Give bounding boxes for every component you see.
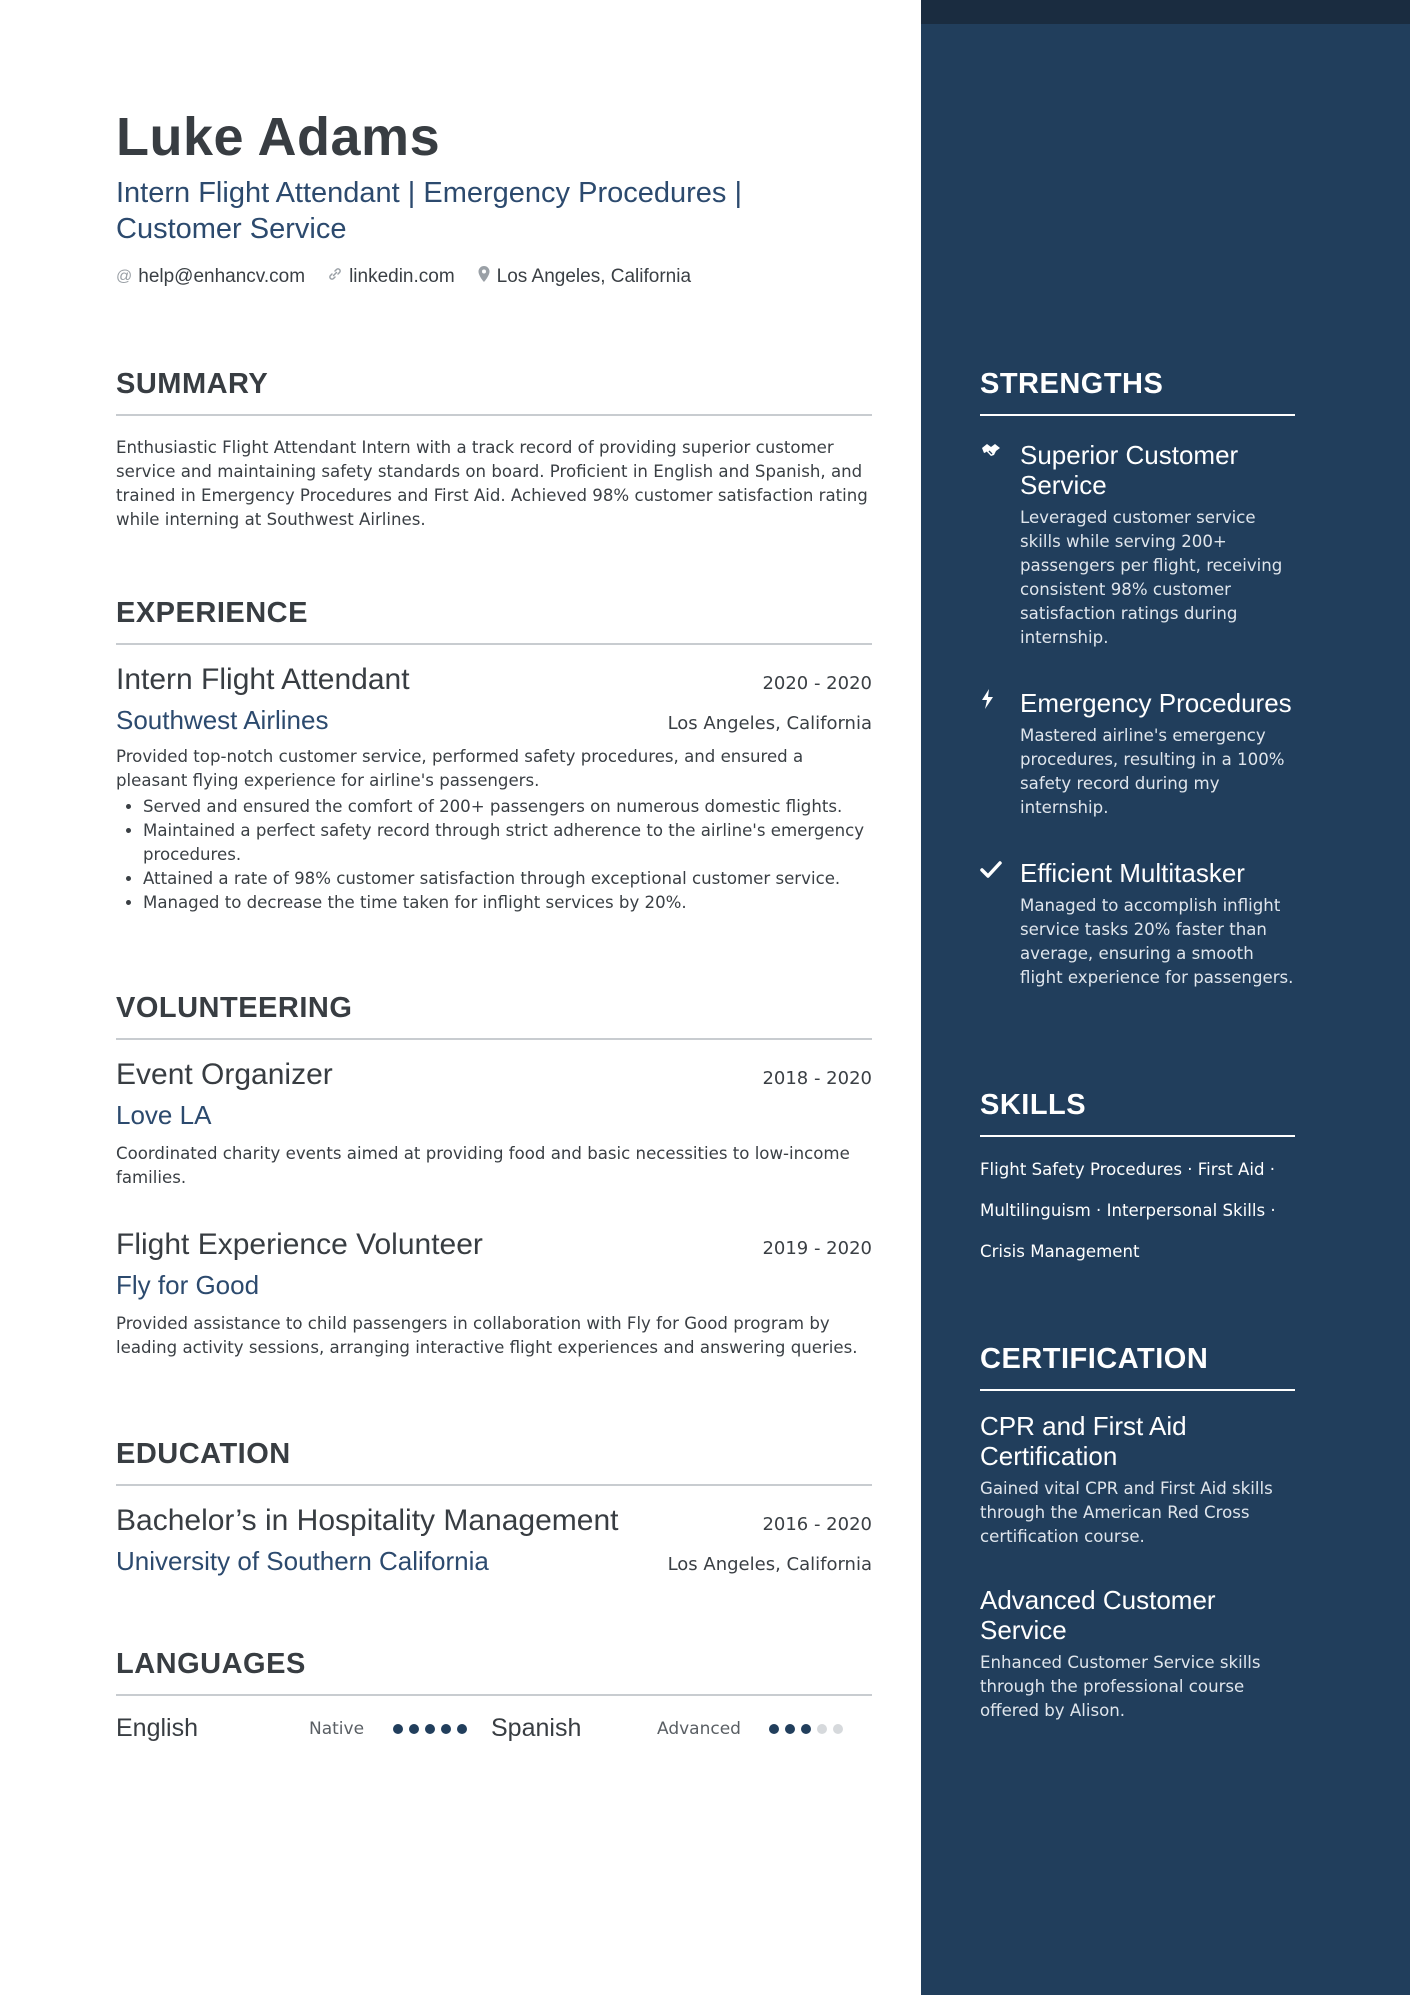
language-level: Advanced xyxy=(657,1718,741,1739)
language-name: English xyxy=(116,1714,198,1742)
skills-section xyxy=(980,1087,1295,1272)
linkedin-text: linkedin.com xyxy=(349,265,455,287)
strengths-section xyxy=(980,366,1295,990)
job-title: Intern Flight Attendant xyxy=(116,663,410,696)
skills-list xyxy=(980,1149,1295,1272)
section-divider xyxy=(980,1135,1295,1137)
certification-item xyxy=(980,1585,1295,1723)
email-text: help@enhancv.com xyxy=(138,265,306,287)
checkmark-icon xyxy=(980,858,1006,990)
role-title: Event Organizer xyxy=(116,1058,333,1091)
section-divider xyxy=(980,1389,1295,1391)
rating-dot-empty xyxy=(817,1724,827,1734)
education-heading: EDUCATION xyxy=(116,1438,291,1470)
degree-dates: 2016 - 2020 xyxy=(762,1514,872,1535)
volunteering-entry xyxy=(116,1226,872,1360)
language-item xyxy=(116,1714,467,1743)
skills-heading: SKILLS xyxy=(980,1089,1087,1121)
location-pin-icon xyxy=(477,265,491,288)
education-section xyxy=(116,1436,872,1578)
at-icon: @ xyxy=(116,267,133,285)
section-divider xyxy=(980,414,1295,416)
bullet-item: • Maintained a perfect safety record through strict adherence to the airline's emergency procedures. xyxy=(143,819,872,867)
language-level: Native xyxy=(309,1718,365,1739)
languages-heading: LANGUAGES xyxy=(116,1648,306,1680)
role-dates: 2018 - 2020 xyxy=(762,1068,872,1089)
summary-heading: SUMMARY xyxy=(116,368,269,400)
certification-title: CPR and First Aid Certification xyxy=(980,1411,1187,1471)
organization-name: Love LA xyxy=(116,1100,212,1130)
certification-heading: CERTIFICATION xyxy=(980,1343,1209,1375)
rating-dot xyxy=(409,1724,419,1734)
school-name: University of Southern California xyxy=(116,1546,489,1576)
contact-location xyxy=(477,265,691,288)
candidate-title: Intern Flight Attendant | Emergency Procedures | Customer Service xyxy=(116,177,743,245)
certification-item xyxy=(980,1411,1295,1549)
summary-section xyxy=(116,366,872,532)
resume-header xyxy=(116,105,872,288)
rating-dot xyxy=(785,1724,795,1734)
contact-linkedin[interactable] xyxy=(327,266,455,288)
bullet-item: • Attained a rate of 98% customer satisfaction through exceptional customer service. xyxy=(143,867,872,891)
languages-section xyxy=(116,1646,872,1743)
certification-section xyxy=(980,1341,1295,1723)
volunteering-heading: VOLUNTEERING xyxy=(116,992,353,1024)
skills-line: Multilinguism · Interpersonal Skills · xyxy=(980,1201,1276,1220)
section-divider xyxy=(116,1694,872,1696)
education-entry xyxy=(116,1502,872,1578)
strengths-heading: STRENGTHS xyxy=(980,368,1164,400)
strength-description: Managed to accomplish inflight service tasks 20% faster than average, ensuring a smooth flight experience for passengers. xyxy=(1020,896,1294,987)
section-divider xyxy=(116,1484,872,1486)
rating-dot xyxy=(393,1724,403,1734)
strength-title: Superior Customer Service xyxy=(1020,440,1239,500)
company-name: Southwest Airlines xyxy=(116,705,329,735)
section-divider xyxy=(116,414,872,416)
language-rating xyxy=(393,1724,467,1734)
contact-email[interactable] xyxy=(116,266,305,288)
volunteering-section xyxy=(116,990,872,1360)
school-location: Los Angeles, California xyxy=(667,1554,872,1575)
organization-name: Fly for Good xyxy=(116,1270,260,1300)
contact-list xyxy=(116,265,872,288)
language-rating xyxy=(769,1724,843,1734)
rating-dot xyxy=(801,1724,811,1734)
experience-section xyxy=(116,595,872,915)
handshake-icon xyxy=(980,440,1006,650)
section-divider xyxy=(116,1038,872,1040)
strength-item xyxy=(980,688,1295,820)
rating-dot xyxy=(769,1724,779,1734)
language-item xyxy=(491,1714,843,1743)
role-description: Provided assistance to child passengers in collaboration with Fly for Good program by leading activity sessions, arranging interactive flight experiences and answering queries. xyxy=(116,1314,858,1357)
candidate-name: Luke Adams xyxy=(116,107,441,167)
role-dates: 2019 - 2020 xyxy=(762,1238,872,1259)
volunteering-entry xyxy=(116,1056,872,1190)
link-icon xyxy=(327,266,343,287)
skills-line: Crisis Management xyxy=(980,1242,1140,1261)
summary-text: Enthusiastic Flight Attendant Intern with a track record of providing superior customer service and maintaining safety standards on board. Proficient in English and Spanish, and trained in Emergency Procedures and First Aid. Achieved 98% customer satisfaction rating while interning at Southwest Airlines. xyxy=(116,438,868,529)
sidebar-top-bar xyxy=(921,0,1410,24)
bullet-item: • Served and ensured the comfort of 200+ passengers on numerous domestic flights. xyxy=(143,795,872,819)
strength-description: Mastered airline's emergency procedures, resulting in a 100% safety record during my internship. xyxy=(1020,726,1285,817)
job-description: Provided top-notch customer service, performed safety procedures, and ensured a pleasant flying experience for airline's passengers. xyxy=(116,747,804,790)
section-divider xyxy=(116,643,872,645)
strength-item xyxy=(980,440,1295,650)
skills-line: Flight Safety Procedures · First Aid · xyxy=(980,1160,1276,1179)
job-location: Los Angeles, California xyxy=(667,713,872,734)
lightning-bolt-icon xyxy=(980,688,1006,820)
experience-entry xyxy=(116,661,872,915)
strength-description: Leveraged customer service skills while serving 200+ passengers per flight, receiving consistent 98% customer satisfaction ratings during internship. xyxy=(1020,508,1283,647)
rating-dot xyxy=(425,1724,435,1734)
languages-row xyxy=(116,1714,872,1743)
rating-dot xyxy=(441,1724,451,1734)
certification-title: Advanced Customer Service xyxy=(980,1585,1216,1645)
certification-description: Enhanced Customer Service skills through the professional course offered by Alison. xyxy=(980,1653,1261,1720)
language-name: Spanish xyxy=(491,1714,582,1742)
strength-item xyxy=(980,858,1295,990)
certification-description: Gained vital CPR and First Aid skills through the American Red Cross certification course. xyxy=(980,1479,1273,1546)
role-description: Coordinated charity events aimed at providing food and basic necessities to low-income families. xyxy=(116,1144,850,1187)
job-bullets xyxy=(116,795,872,915)
rating-dot xyxy=(457,1724,467,1734)
experience-heading: EXPERIENCE xyxy=(116,597,308,629)
job-dates: 2020 - 2020 xyxy=(762,673,872,694)
rating-dot-empty xyxy=(833,1724,843,1734)
strength-title: Efficient Multitasker xyxy=(1020,858,1245,888)
location-text: Los Angeles, California xyxy=(496,265,692,287)
degree-title: Bachelor’s in Hospitality Management xyxy=(116,1504,619,1537)
bullet-item: • Managed to decrease the time taken for inflight services by 20%. xyxy=(143,891,872,915)
role-title: Flight Experience Volunteer xyxy=(116,1228,483,1261)
strength-title: Emergency Procedures xyxy=(1020,688,1292,718)
